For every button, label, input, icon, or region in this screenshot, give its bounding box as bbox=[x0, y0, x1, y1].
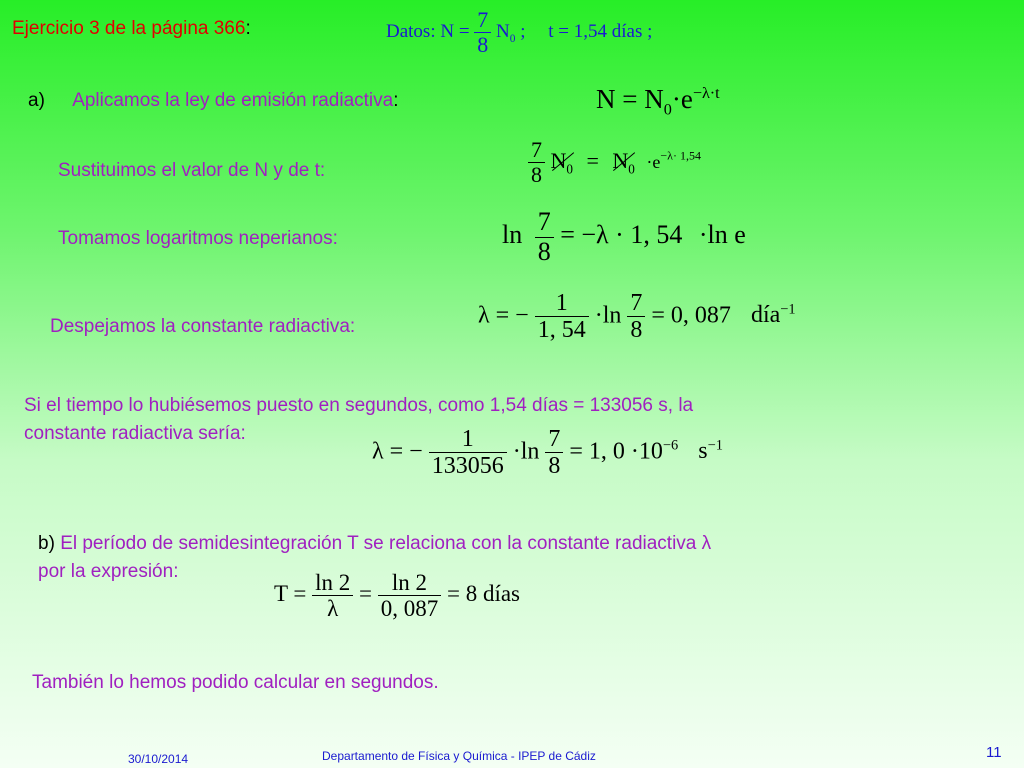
datos-label: Datos: N = bbox=[386, 21, 470, 43]
step1-n-cancelled bbox=[550, 147, 573, 177]
step1-n-sub: 0 bbox=[566, 161, 573, 177]
seconds-ln: ·ln bbox=[512, 438, 540, 465]
part-b-marker: b) bbox=[38, 533, 55, 554]
datos-time: t = 1,54 días ; bbox=[548, 21, 653, 43]
decay-sub: 0 bbox=[663, 100, 672, 119]
step1-n2: N bbox=[612, 147, 629, 173]
half-life-num1: ln 2 bbox=[312, 570, 353, 596]
seconds-line2: constante radiactiva sería: bbox=[24, 423, 246, 444]
datos-num: 7 bbox=[474, 8, 491, 33]
seconds-num1: 1 bbox=[429, 426, 507, 453]
half-life-den1: λ bbox=[327, 596, 339, 622]
half-life-den2: 0, 087 bbox=[380, 596, 439, 622]
decay-lhs: N = N bbox=[596, 84, 664, 114]
datos-n0-sub: 0 bbox=[509, 32, 516, 45]
step3-result: = 0, 087 bbox=[651, 302, 731, 329]
step1-text: Sustituimos el valor de N y de t: bbox=[58, 160, 326, 181]
title-text: Ejercicio 3 de la página 366 bbox=[12, 18, 246, 39]
slide-title bbox=[12, 18, 251, 40]
seconds-fraction2 bbox=[545, 426, 563, 480]
step3-fraction1 bbox=[535, 290, 589, 344]
step1-dot: ·e bbox=[646, 151, 661, 172]
step2-text: Tomamos logaritmos neperianos: bbox=[58, 228, 338, 249]
step1-num: 7 bbox=[528, 138, 545, 163]
step1-n: N bbox=[550, 147, 567, 173]
seconds-unit-exp: −1 bbox=[707, 437, 723, 454]
footer-dept: Departamento de Física y Química - IPEP de Cádiz bbox=[322, 749, 596, 763]
seconds-den2: 8 bbox=[548, 453, 561, 480]
seconds-formula bbox=[372, 426, 723, 480]
half-life-t: T = bbox=[274, 581, 307, 607]
decay-law-formula bbox=[596, 84, 720, 119]
seconds-line1: Si el tiempo lo hubiésemos puesto en segundos, como 1,54 días = 133056 s, la bbox=[24, 395, 694, 416]
step3-unit-exp: −1 bbox=[780, 301, 796, 318]
step3-den2: 8 bbox=[630, 317, 643, 344]
footer-page: 11 bbox=[986, 744, 1002, 761]
step2-den: 8 bbox=[537, 236, 551, 266]
datos-n0: N bbox=[496, 21, 510, 43]
half-life-fraction1 bbox=[312, 570, 353, 622]
step3-unit: día bbox=[750, 302, 781, 329]
step2-rhs: = −λ · 1, 54 bbox=[560, 220, 683, 250]
step1-den: 8 bbox=[531, 162, 542, 188]
half-life-fraction2 bbox=[378, 570, 442, 622]
step1-fraction bbox=[528, 138, 545, 187]
step3-formula bbox=[478, 290, 796, 344]
half-life-num2: ln 2 bbox=[378, 570, 442, 596]
step2-tail: ·ln e bbox=[698, 220, 746, 250]
step1-eq: = bbox=[586, 147, 599, 173]
step1-n2-cancelled bbox=[612, 147, 635, 177]
datos-fraction bbox=[474, 8, 491, 57]
part-b-text: El período de semidesintegración T se relaciona con la constante radiactiva λ bbox=[60, 533, 712, 554]
seconds-fraction1 bbox=[429, 426, 507, 480]
part-a-marker: a) bbox=[28, 90, 45, 111]
seconds-result-exp: −6 bbox=[662, 437, 679, 454]
half-life-result: = 8 días bbox=[446, 581, 521, 607]
step3-fraction2 bbox=[627, 290, 645, 344]
step1-exp: −λ· 1,54 bbox=[660, 148, 701, 163]
step3-num2: 7 bbox=[627, 290, 645, 317]
footer-date: 30/10/2014 bbox=[128, 752, 189, 766]
step3-num1: 1 bbox=[535, 290, 589, 317]
seconds-den1: 133056 bbox=[431, 453, 504, 480]
seconds-num2: 7 bbox=[545, 426, 563, 453]
decay-exp: −λ·t bbox=[692, 84, 720, 102]
seconds-result: = 1, 0 ·10 bbox=[569, 438, 663, 465]
decay-dot: ·e bbox=[671, 84, 693, 114]
step2-num: 7 bbox=[535, 208, 554, 238]
step2-formula bbox=[502, 208, 746, 266]
part-a-colon: : bbox=[393, 90, 399, 111]
half-life-formula bbox=[274, 570, 520, 622]
seconds-unit: s bbox=[698, 438, 708, 465]
seconds-lambda: λ = − bbox=[372, 438, 423, 465]
datos-den: 8 bbox=[477, 32, 489, 58]
step2-ln: ln bbox=[502, 220, 523, 250]
datos-sep: ; bbox=[520, 21, 526, 43]
half-life-eq: = bbox=[359, 581, 372, 607]
part-b-line2: por la expresión: bbox=[38, 561, 179, 582]
step2-fraction bbox=[535, 208, 554, 266]
step3-ln: ·ln bbox=[594, 302, 622, 329]
step3-den1: 1, 54 bbox=[537, 317, 586, 344]
datos-formula bbox=[386, 8, 652, 57]
step3-text: Despejamos la constante radiactiva: bbox=[50, 316, 356, 337]
closing-text: También lo hemos podido calcular en segundos. bbox=[32, 672, 439, 693]
step1-n2-sub: 0 bbox=[628, 161, 635, 177]
part-a-text: Aplicamos la ley de emisión radiactiva bbox=[72, 90, 394, 111]
part-a-line bbox=[28, 90, 399, 112]
step3-lambda: λ = − bbox=[478, 302, 529, 329]
step1-formula bbox=[528, 138, 701, 187]
title-colon: : bbox=[245, 18, 251, 39]
